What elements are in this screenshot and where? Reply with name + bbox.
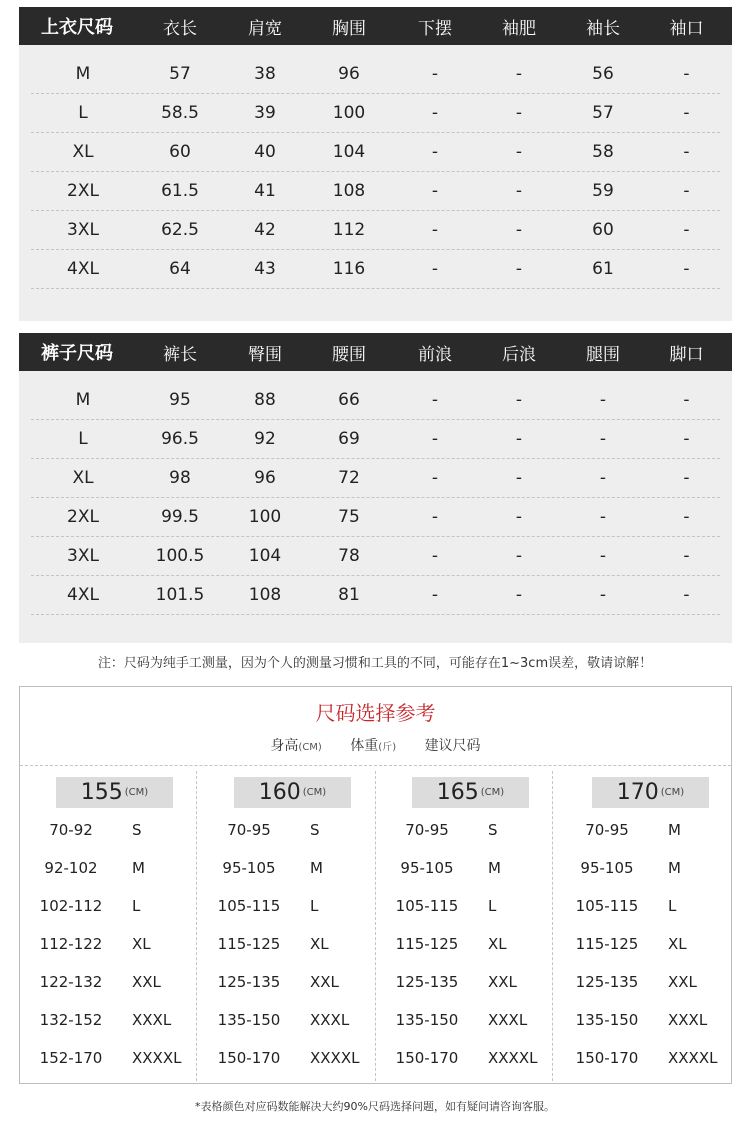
- weight-range: 95-105: [580, 859, 634, 877]
- pants-header-cell: 后浪: [502, 344, 536, 365]
- weight-size-row: [202, 1001, 372, 1039]
- suggested-size: XXXXL: [310, 1049, 360, 1067]
- weight-range: 150-170: [395, 1049, 459, 1067]
- suggested-size: XXXL: [668, 1011, 708, 1029]
- weight-size-row: [24, 849, 194, 887]
- height-column: [24, 775, 194, 1080]
- pants-cell: 66: [338, 390, 360, 410]
- tops-cell: -: [515, 259, 523, 279]
- tops-cell: 4XL: [67, 259, 99, 279]
- tops-cell: 43: [254, 259, 276, 279]
- tops-row: [31, 133, 720, 172]
- weight-size-row: [560, 963, 730, 1001]
- suggested-size: XL: [132, 935, 151, 953]
- pants-cell: 96.5: [161, 429, 199, 449]
- suggested-size: S: [310, 821, 320, 839]
- pants-cell: -: [431, 585, 439, 605]
- tops-header-cell: 肩宽: [248, 18, 282, 39]
- weight-size-row: [202, 925, 372, 963]
- tops-cell: 96: [338, 64, 360, 84]
- weight-size-row: [202, 849, 372, 887]
- tops-cell: -: [431, 181, 439, 201]
- weight-range: 115-125: [395, 935, 459, 953]
- tops-cell: 57: [169, 64, 191, 84]
- tops-header-cell: 胸围: [332, 18, 366, 39]
- pants-cell: -: [515, 585, 523, 605]
- tops-cell: -: [683, 64, 690, 84]
- pants-header-cell: 腰围: [332, 344, 366, 365]
- pants-cell: -: [431, 468, 439, 488]
- weight-size-row: [202, 1039, 372, 1077]
- weight-range: 135-150: [217, 1011, 281, 1029]
- weight-range: 112-122: [39, 935, 103, 953]
- pants-header-cell: 腿围: [586, 344, 620, 365]
- pants-cell: -: [683, 546, 690, 566]
- suggested-size: XXL: [488, 973, 517, 991]
- suggested-size: S: [488, 821, 498, 839]
- weight-size-row: [560, 887, 730, 925]
- pants-cell: -: [683, 585, 690, 605]
- pants-cell: 69: [338, 429, 360, 449]
- pants-cell: M: [75, 390, 91, 410]
- reference-divider: [20, 765, 731, 766]
- pants-cell: -: [599, 585, 607, 605]
- tops-cell: -: [515, 220, 523, 240]
- pants-cell: XL: [72, 468, 94, 488]
- weight-size-row: [202, 887, 372, 925]
- pants-cell: 104: [248, 546, 282, 566]
- tops-cell: 100: [332, 103, 366, 123]
- tops-cell: 104: [332, 142, 366, 162]
- tops-cell: 39: [254, 103, 276, 123]
- weight-range: 115-125: [217, 935, 281, 953]
- pants-cell: -: [431, 429, 439, 449]
- suggested-size: L: [132, 897, 141, 915]
- tops-size-table: [19, 7, 732, 321]
- column-separator: [196, 771, 197, 1081]
- pants-cell: -: [431, 507, 439, 527]
- weight-size-row: [560, 849, 730, 887]
- tops-cell: -: [515, 103, 523, 123]
- reference-title: 尺码选择参考: [315, 701, 436, 725]
- tops-cell: 108: [332, 181, 366, 201]
- legend-height: 身高(CM): [270, 738, 322, 754]
- height-label: 160 (CM): [234, 777, 351, 808]
- tops-cell: 60: [169, 142, 191, 162]
- suggested-size: L: [668, 897, 677, 915]
- pants-cell: 75: [338, 507, 360, 527]
- weight-size-row: [24, 887, 194, 925]
- weight-range: 115-125: [575, 935, 639, 953]
- tops-cell: 61: [592, 259, 614, 279]
- pants-row: [31, 576, 720, 615]
- pants-cell: 100.5: [155, 546, 205, 566]
- weight-size-row: [202, 963, 372, 1001]
- tops-cell: 116: [332, 259, 366, 279]
- weight-size-row: [24, 925, 194, 963]
- pants-cell: -: [599, 507, 607, 527]
- pants-cell: -: [599, 546, 607, 566]
- pants-cell: 78: [338, 546, 360, 566]
- tops-row: [31, 211, 720, 250]
- tops-cell: 38: [254, 64, 276, 84]
- suggested-size: XXL: [668, 973, 697, 991]
- pants-cell: -: [683, 468, 690, 488]
- pants-header-cell: 裤长: [163, 344, 197, 365]
- pants-cell: -: [515, 390, 523, 410]
- weight-size-row: [560, 1039, 730, 1077]
- pants-header-row: [19, 333, 732, 371]
- tops-cell: 60: [592, 220, 614, 240]
- height-label: 155 (CM): [56, 777, 173, 808]
- weight-range: 125-135: [217, 973, 281, 991]
- pants-cell: -: [683, 507, 690, 527]
- tops-cell: -: [683, 259, 690, 279]
- weight-range: 105-115: [395, 897, 459, 915]
- pants-cell: 3XL: [67, 546, 99, 566]
- weight-size-row: [380, 1039, 550, 1077]
- legend-weight: 体重(斤): [350, 738, 397, 754]
- weight-size-row: [24, 811, 194, 849]
- tops-cell: 42: [254, 220, 276, 240]
- weight-range: 135-150: [395, 1011, 459, 1029]
- weight-range: 95-105: [400, 859, 454, 877]
- tops-cell: 64: [169, 259, 191, 279]
- tops-cell: -: [431, 142, 439, 162]
- weight-size-row: [380, 925, 550, 963]
- weight-size-row: [560, 1001, 730, 1039]
- suggested-size: XXXXL: [132, 1049, 182, 1067]
- suggested-size: XXXL: [132, 1011, 172, 1029]
- tops-cell: -: [431, 103, 439, 123]
- pants-cell: -: [515, 546, 523, 566]
- suggested-size: L: [310, 897, 319, 915]
- weight-range: 135-150: [575, 1011, 639, 1029]
- tops-cell: 2XL: [67, 181, 99, 201]
- pants-cell: -: [599, 468, 607, 488]
- pants-cell: 92: [254, 429, 276, 449]
- pants-cell: -: [515, 468, 523, 488]
- tops-cell: -: [683, 103, 690, 123]
- tops-header-cell: 上衣尺码: [41, 17, 113, 38]
- weight-size-row: [380, 963, 550, 1001]
- weight-size-row: [380, 1001, 550, 1039]
- tops-cell: -: [431, 220, 439, 240]
- weight-range: 70-95: [405, 821, 449, 839]
- suggested-size: M: [668, 859, 681, 877]
- weight-size-row: [380, 811, 550, 849]
- weight-size-row: [24, 963, 194, 1001]
- pants-cell: 81: [338, 585, 360, 605]
- suggested-size: XL: [488, 935, 507, 953]
- tops-cell: 58.5: [161, 103, 199, 123]
- tops-cell: 62.5: [161, 220, 199, 240]
- tops-header-cell: 下摆: [418, 18, 452, 39]
- pants-cell: -: [599, 429, 607, 449]
- suggested-size: XXXL: [488, 1011, 528, 1029]
- tops-cell: -: [683, 220, 690, 240]
- measurement-note: 注：尺码为纯手工测量，因为个人的测量习惯和工具的不同，可能存在1~3cm误差，敬请谅解！: [97, 656, 653, 671]
- tops-cell: 57: [592, 103, 614, 123]
- pants-row: [31, 537, 720, 576]
- tops-cell: -: [683, 181, 690, 201]
- pants-cell: -: [431, 546, 439, 566]
- suggested-size: XL: [668, 935, 687, 953]
- pants-row: [31, 381, 720, 420]
- pants-row: [31, 498, 720, 537]
- suggested-size: M: [668, 821, 681, 839]
- tops-cell: -: [515, 64, 523, 84]
- tops-cell: 58: [592, 142, 614, 162]
- weight-size-row: [560, 811, 730, 849]
- weight-range: 125-135: [575, 973, 639, 991]
- tops-header-cell: 袖口: [669, 18, 704, 39]
- weight-size-row: [24, 1001, 194, 1039]
- pants-cell: 72: [338, 468, 360, 488]
- suggested-size: XXXXL: [488, 1049, 538, 1067]
- tops-row: [31, 94, 720, 133]
- suggested-size: XXXXL: [668, 1049, 718, 1067]
- pants-cell: -: [683, 429, 690, 449]
- height-column: [380, 775, 550, 1080]
- tops-row: [31, 250, 720, 289]
- suggested-size: L: [488, 897, 497, 915]
- weight-range: 105-115: [217, 897, 281, 915]
- tops-cell: L: [78, 103, 88, 123]
- tops-cell: XL: [72, 142, 94, 162]
- weight-range: 150-170: [575, 1049, 639, 1067]
- tops-header-cell: 袖肥: [502, 18, 536, 39]
- tops-cell: 56: [592, 64, 614, 84]
- pants-size-table: [19, 333, 732, 643]
- pants-cell: -: [599, 390, 607, 410]
- suggested-size: XL: [310, 935, 329, 953]
- footnote: *表格颜色对应码数能解决大约90%尺码选择问题，如有疑问请咨询客服。: [195, 1100, 555, 1113]
- weight-range: 105-115: [575, 897, 639, 915]
- pants-cell: 96: [254, 468, 276, 488]
- suggested-size: S: [132, 821, 142, 839]
- pants-cell: 2XL: [67, 507, 99, 527]
- pants-cell: 88: [254, 390, 276, 410]
- weight-range: 102-112: [39, 897, 103, 915]
- tops-header-cell: 衣长: [163, 18, 197, 39]
- pants-cell: 101.5: [155, 585, 205, 605]
- pants-row: [31, 420, 720, 459]
- pants-cell: 4XL: [67, 585, 99, 605]
- pants-header-cell: 臀围: [248, 344, 282, 365]
- suggested-size: M: [132, 859, 145, 877]
- weight-size-row: [380, 849, 550, 887]
- tops-row: [31, 55, 720, 94]
- pants-cell: 95: [169, 390, 191, 410]
- height-label: 170 (CM): [592, 777, 709, 808]
- tops-cell: M: [75, 64, 91, 84]
- height-column: [560, 775, 730, 1080]
- suggested-size: M: [310, 859, 323, 877]
- tops-cell: 3XL: [67, 220, 99, 240]
- tops-cell: 112: [332, 220, 366, 240]
- height-column: [202, 775, 372, 1080]
- tops-cell: 59: [592, 181, 614, 201]
- tops-cell: -: [683, 142, 690, 162]
- tops-header-cell: 袖长: [586, 18, 620, 39]
- weight-size-row: [24, 1039, 194, 1077]
- pants-cell: -: [515, 429, 523, 449]
- weight-range: 70-95: [227, 821, 271, 839]
- suggested-size: XXL: [310, 973, 339, 991]
- weight-range: 92-102: [44, 859, 98, 877]
- tops-cell: 41: [254, 181, 276, 201]
- weight-size-row: [202, 811, 372, 849]
- pants-cell: -: [431, 390, 439, 410]
- tops-cell: 40: [254, 142, 276, 162]
- suggested-size: M: [488, 859, 501, 877]
- weight-size-row: [380, 887, 550, 925]
- pants-header-cell: 脚口: [669, 344, 704, 365]
- pants-row: [31, 459, 720, 498]
- weight-range: 122-132: [39, 973, 103, 991]
- pants-header-cell: 裤子尺码: [41, 343, 113, 364]
- weight-size-row: [560, 925, 730, 963]
- tops-cell: -: [431, 64, 439, 84]
- pants-header-cell: 前浪: [418, 344, 452, 365]
- pants-cell: 100: [248, 507, 282, 527]
- weight-range: 95-105: [222, 859, 276, 877]
- pants-cell: 99.5: [161, 507, 199, 527]
- legend-size: 建议尺码: [424, 738, 481, 754]
- weight-range: 150-170: [217, 1049, 281, 1067]
- pants-cell: L: [78, 429, 88, 449]
- pants-cell: -: [515, 507, 523, 527]
- weight-range: 125-135: [395, 973, 459, 991]
- column-separator: [552, 771, 553, 1081]
- column-separator: [375, 771, 376, 1081]
- suggested-size: XXXL: [310, 1011, 350, 1029]
- tops-cell: 61.5: [161, 181, 199, 201]
- weight-range: 132-152: [39, 1011, 103, 1029]
- size-reference-panel: [19, 686, 732, 1084]
- tops-cell: -: [515, 142, 523, 162]
- reference-legend: [20, 735, 731, 755]
- tops-cell: -: [515, 181, 523, 201]
- weight-range: 70-92: [49, 821, 93, 839]
- tops-cell: -: [431, 259, 439, 279]
- tops-row: [31, 172, 720, 211]
- pants-cell: 108: [248, 585, 282, 605]
- weight-range: 152-170: [39, 1049, 103, 1067]
- pants-cell: 98: [169, 468, 191, 488]
- height-label: 165 (CM): [412, 777, 529, 808]
- tops-header-row: [19, 7, 732, 45]
- weight-range: 70-95: [585, 821, 629, 839]
- suggested-size: XXL: [132, 973, 161, 991]
- pants-cell: -: [683, 390, 690, 410]
